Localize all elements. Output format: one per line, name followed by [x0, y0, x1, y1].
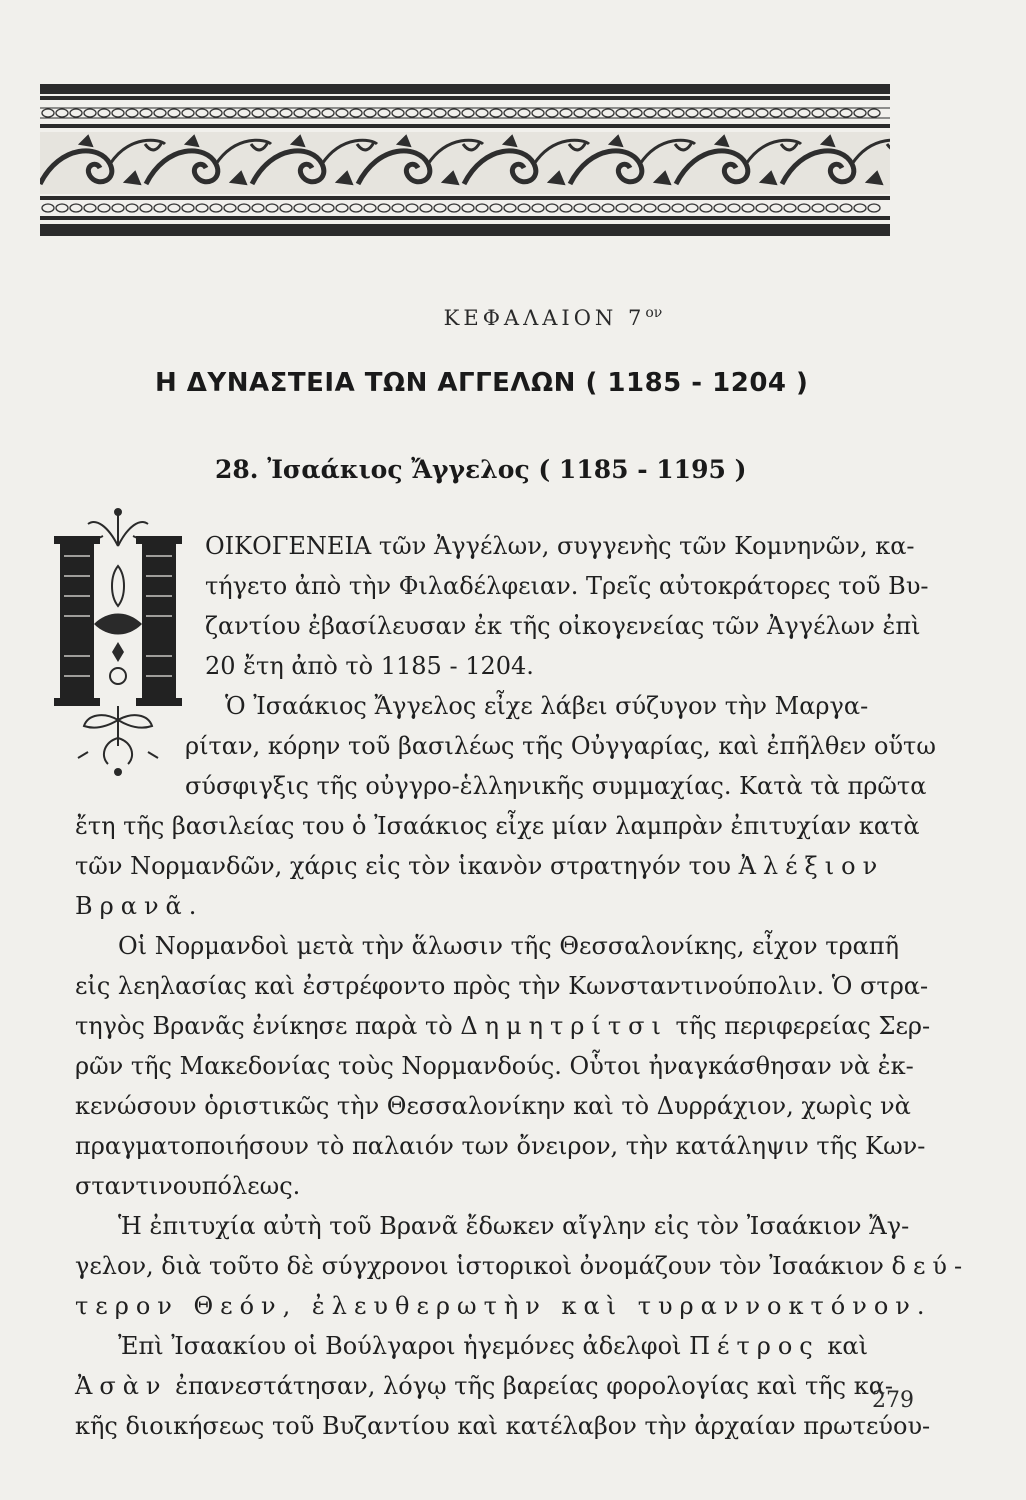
body-text: καὶ — [827, 1332, 868, 1360]
body-text: τῶν Νορμανδῶν, χάρις εἰς τὸν ἱκανὸν στρατηγόν του — [75, 852, 731, 880]
chapter-number: 7 — [627, 306, 646, 330]
body-line: πραγματοποιήσουν τὸ παλαιόν των ὄνειρον, τὴν κατάληψιν τῆς Κων- — [75, 1132, 926, 1160]
body-line: ρίταν, κόρην τοῦ βασιλέως τῆς Οὐγγαρίας, καὶ ἐπῆλθεν οὕτω — [185, 732, 936, 760]
body-line: κῆς διοικήσεως τοῦ Βυζαντίου καὶ κατέλαβον τὴν ἀρχαίαν πρωτεύου- — [75, 1412, 931, 1440]
body-line: Ὁ Ἰσαάκιος Ἄγγελος εἶχε λάβει σύζυγον τὴν Μαργα- — [225, 692, 869, 720]
body-line — [75, 846, 884, 886]
drop-cap-ornament — [48, 506, 188, 782]
body-line: τήγετο ἀπὸ τὴν Φιλαδέλφειαν. Τρεῖς αὐτοκράτορες τοῦ Βυ- — [205, 572, 929, 600]
chapter-suffix: ον — [645, 305, 663, 321]
body-line: Ἡ ἐπιτυχία αὐτὴ τοῦ Βρανᾶ ἔδωκεν αἴγλην εἰς τὸν Ἰσαάκιον Ἄγ- — [118, 1212, 910, 1240]
body-line: Οἱ Νορμανδοὶ μετὰ τὴν ἅλωσιν τῆς Θεσσαλονίκης, εἶχον τραπῆ — [118, 932, 899, 960]
body-text: τῆς περιφερείας Σερ- — [675, 1012, 931, 1040]
body-line: εἰς λεηλασίας καὶ ἐστρέφοντο πρὸς τὴν Κωνσταντινούπολιν. Ὁ στρα- — [75, 972, 929, 1000]
body-line: τερον Θεόν, ἐλευθερωτὴν καὶ τυραννοκτόνον. — [75, 1292, 932, 1320]
section-title: 28. Ἰσαάκιος Ἄγγελος ( 1185 - 1195 ) — [215, 455, 747, 484]
body-line — [75, 1246, 969, 1286]
page-number: 279 — [872, 1388, 914, 1413]
body-line: ζαντίου ἐβασίλευσαν ἐκ τῆς οἰκογενείας τῶν Ἀγγέλων ἐπὶ — [205, 612, 921, 640]
spaced-name-alexios: Ἀλέξιον — [738, 852, 885, 880]
spaced-name-petros: Πέτρος — [689, 1332, 820, 1360]
spaced-name-asan: Ἀσὰν — [75, 1372, 168, 1400]
body-line: ἔτη τῆς βασιλείας του ὁ Ἰσαάκιος εἶχε μίαν λαμπρὰν ἐπιτυχίαν κατὰ — [75, 812, 920, 840]
chapter-heading — [0, 305, 1026, 330]
chapter-title: Η ΔΥΝΑΣΤΕΙΑ ΤΩΝ ΑΓΓΕΛΩΝ ( 1185 - 1204 ) — [155, 368, 809, 398]
body-text: γελον, διὰ τοῦτο δὲ σύγχρονοι ἱστορικοὶ ὀνομάζουν τὸν Ἰσαάκιον — [75, 1252, 884, 1280]
body-text: Ἐπὶ Ἰσαακίου οἱ Βούλγαροι ἡγεμόνες ἀδελφοὶ — [118, 1332, 682, 1360]
body-line — [75, 1366, 893, 1406]
spaced-name-dimitritsi: Δημητρίτσι — [460, 1012, 668, 1040]
body-line: Βρανᾶ. — [75, 892, 204, 920]
body-text: ἐπανεστάτησαν, λόγῳ τῆς βαρείας φορολογίας καὶ τῆς κα- — [175, 1372, 894, 1400]
body-line: ρῶν τῆς Μακεδονίας τοὺς Νορμανδούς. Οὗτοι ἠναγκάσθησαν νὰ ἐκ- — [75, 1052, 914, 1080]
body-line — [118, 1326, 868, 1366]
body-text: τηγὸς Βρανᾶς ἐνίκησε παρὰ τὸ — [75, 1012, 453, 1040]
body-line: κενώσουν ὁριστικῶς τὴν Θεσσαλονίκην καὶ τὸ Δυρράχιον, χωρὶς νὰ — [75, 1092, 911, 1120]
ornamental-header-band — [40, 84, 890, 244]
body-line: ΟΙΚΟΓΕΝΕΙΑ τῶν Ἀγγέλων, συγγενὴς τῶν Κομνηνῶν, κα- — [205, 532, 915, 560]
body-line — [75, 1006, 930, 1046]
spaced-word-defteron: δεύ- — [891, 1252, 970, 1280]
body-line: σταντινουπόλεως. — [75, 1172, 301, 1200]
body-line: σύσφιγξις τῆς οὐγγρο-ἑλληνικῆς συμμαχίας. Κατὰ τὰ πρῶτα — [185, 772, 927, 800]
body-line: 20 ἔτη ἀπὸ τὸ 1185 - 1204. — [205, 652, 534, 680]
chapter-label: ΚΕΦΑΛΑΙΟΝ — [443, 306, 618, 330]
